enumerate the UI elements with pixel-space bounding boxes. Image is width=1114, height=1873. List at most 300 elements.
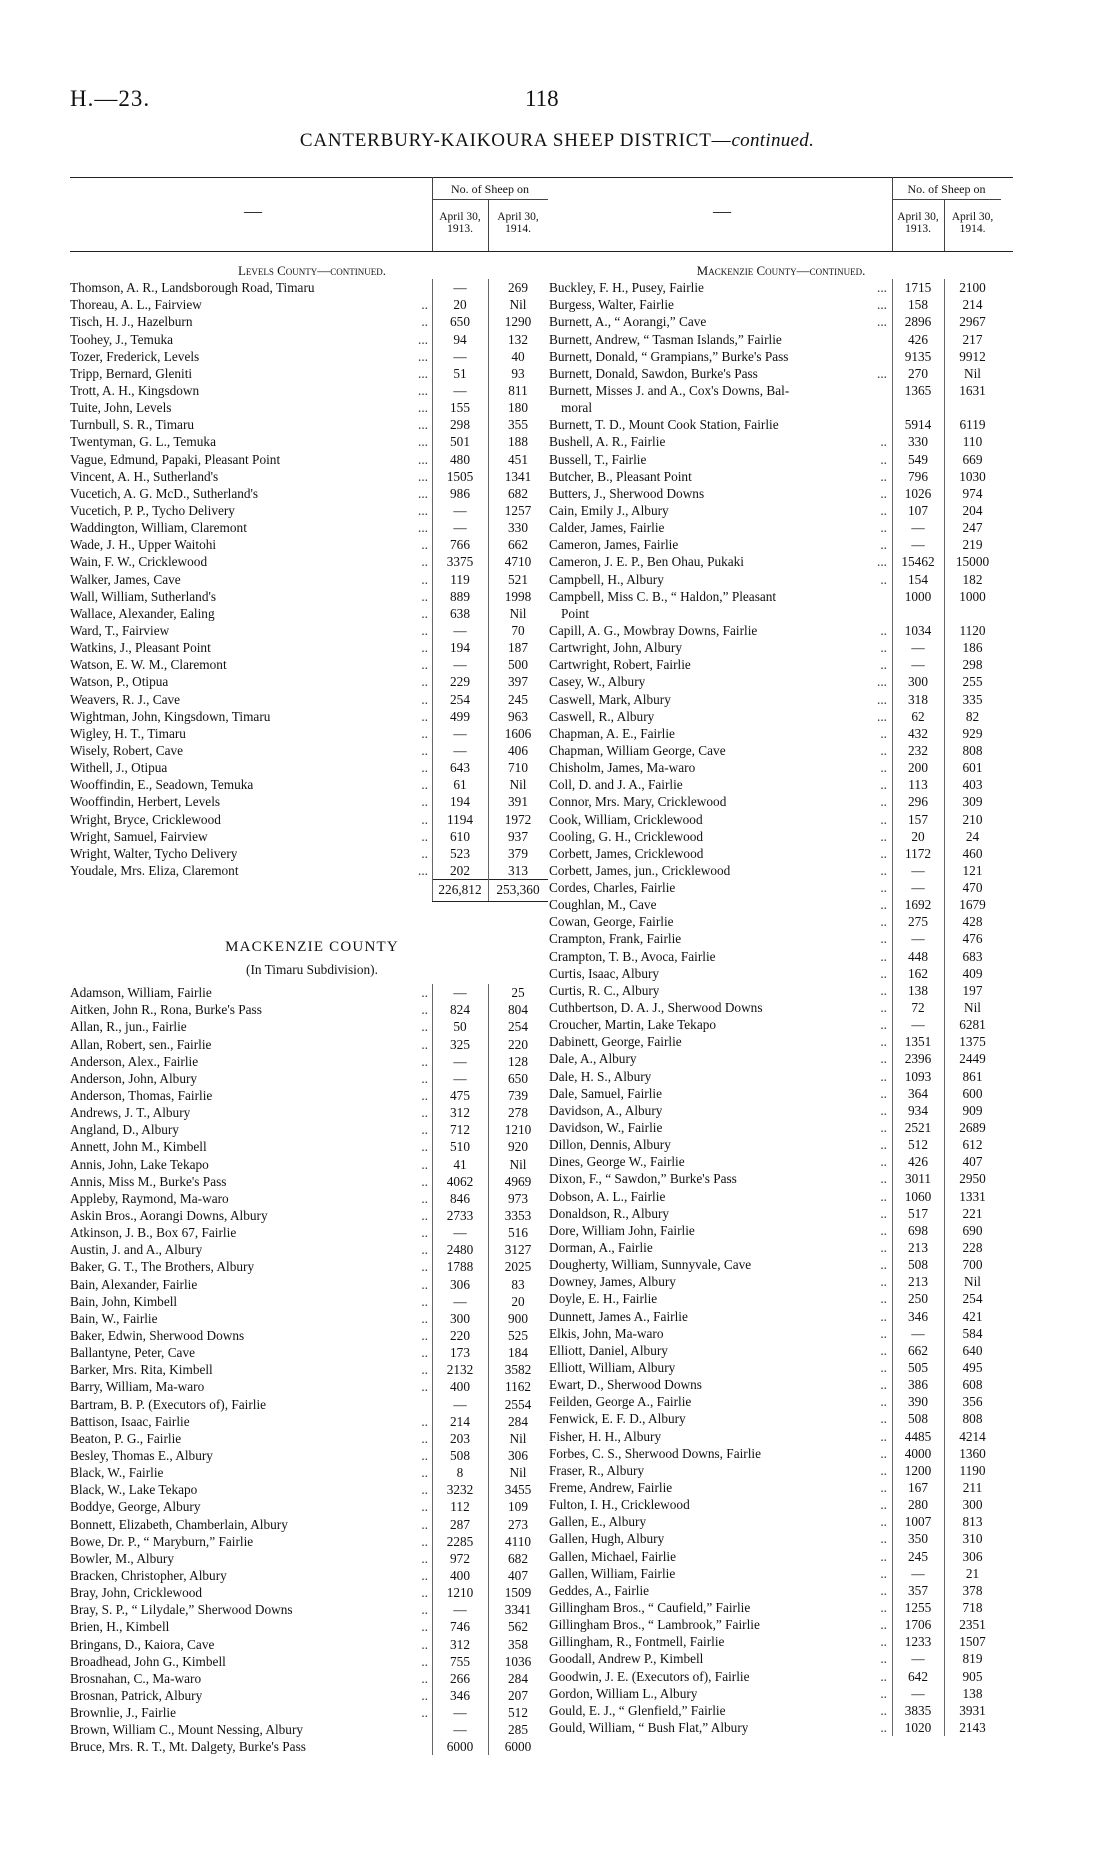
sheep-1914: 9912: [959, 348, 986, 364]
sheep-1913: 1255: [904, 1599, 932, 1615]
holder-name: Davidson, W., Fairlie: [549, 1120, 663, 1136]
holder-name: Campbell, H., Albury: [549, 571, 664, 587]
sheep-1914: 428: [962, 914, 983, 930]
leader-dots: ..: [880, 1514, 887, 1530]
leader-dots: ..: [880, 571, 887, 587]
header-group-rule: [892, 199, 1001, 200]
leader-dots: ..: [421, 1516, 428, 1532]
holder-name: Caswell, Mark, Albury: [549, 691, 671, 707]
column-divider: [488, 984, 489, 1755]
holder-name: Elliott, Daniel, Albury: [549, 1342, 668, 1358]
leader-dots: ..: [421, 777, 428, 793]
sheep-1914: 278: [508, 1105, 528, 1121]
sheep-1914: 403: [962, 777, 983, 793]
table-row: [70, 1396, 554, 1413]
sheep-1913: —: [453, 1705, 467, 1721]
sheep-1914: 600: [962, 1085, 983, 1101]
holder-name: Watson, P., Otipua: [70, 674, 169, 690]
sheep-1913: 2896: [904, 314, 932, 330]
holder-name: Capill, A. G., Mowbray Downs, Fairlie: [549, 622, 758, 638]
sheep-1913: 94: [453, 331, 467, 347]
sheep-1913: —: [911, 1651, 925, 1667]
sheep-1914: 3931: [959, 1702, 986, 1718]
sheep-1913: —: [453, 725, 467, 741]
holder-name: Askin Bros., Aorangi Downs, Albury: [70, 1208, 268, 1224]
table-row: [70, 639, 554, 656]
leader-dots: ..: [421, 537, 428, 553]
leader-dots: ..: [880, 1000, 887, 1016]
sheep-1914: 6281: [959, 1017, 986, 1033]
leader-dots: ..: [880, 1497, 887, 1513]
sheep-1913: 3011: [904, 1171, 932, 1187]
sheep-1914: 184: [508, 1345, 528, 1361]
leader-dots: ..: [880, 1325, 887, 1341]
holder-name: Trott, A. H., Kingsdown: [70, 382, 200, 398]
sheep-1914: 1998: [504, 588, 532, 604]
holder-name: Dorman, A., Fairlie: [549, 1240, 653, 1256]
holder-name: Turnbull, S. R., Timaru: [70, 417, 195, 433]
sheep-1914: 900: [508, 1310, 528, 1326]
sheep-1913: 318: [908, 691, 928, 707]
header-top-rule: [549, 177, 1013, 178]
sheep-1914: 612: [962, 1137, 983, 1153]
sheep-1914: 138: [962, 1685, 983, 1701]
leader-dots: ..: [421, 554, 428, 570]
total-1913: 226,812: [438, 882, 482, 898]
sheep-1913: —: [453, 1053, 467, 1069]
sheep-1914: 82: [965, 708, 980, 724]
holder-name: Cartwright, John, Albury: [549, 640, 682, 656]
sheep-1914: 407: [508, 1567, 528, 1583]
sheep-1913: 41: [453, 1156, 467, 1172]
leader-dots: ..: [421, 1705, 428, 1721]
sheep-1914: 1341: [504, 468, 532, 484]
leader-dots: ..: [421, 1276, 428, 1292]
leader-dots: ..: [880, 1240, 887, 1256]
leader-dots: ..: [421, 1002, 428, 1018]
sheep-1913: 138: [908, 982, 928, 998]
table-row: [70, 1618, 554, 1635]
header-blank-dash: —: [713, 201, 731, 221]
sheep-1913: 266: [450, 1670, 470, 1686]
sheep-1914: 808: [962, 1411, 983, 1427]
table-row: [70, 1601, 554, 1618]
holder-name: Dobson, A. L., Fairlie: [549, 1188, 666, 1204]
sheep-1913: —: [453, 1293, 467, 1309]
sheep-1914: Nil: [509, 605, 527, 621]
sheep-1913: 245: [908, 1548, 928, 1564]
holder-name: Anderson, Alex., Fairlie: [70, 1053, 199, 1069]
sheep-1913: 213: [908, 1240, 928, 1256]
sheep-1914: 1375: [959, 1034, 986, 1050]
sheep-1914: 525: [508, 1328, 528, 1344]
sheep-1914: 584: [962, 1325, 983, 1341]
holder-name: Walker, James, Cave: [70, 571, 181, 587]
sheep-1913: 1200: [904, 1462, 932, 1478]
table-row: [70, 1087, 554, 1104]
sheep-1913: 972: [450, 1550, 470, 1566]
sheep-1914: 3341: [504, 1602, 532, 1618]
leader-dots: ..: [880, 1411, 887, 1427]
sheep-1913: 1715: [904, 280, 932, 296]
sheep-1914: 718: [962, 1599, 983, 1615]
table-row: [70, 605, 554, 622]
sheep-1914: 1162: [504, 1379, 532, 1395]
holder-name: Wallace, Alexander, Ealing: [70, 605, 215, 621]
sheep-1914: 20: [511, 1293, 525, 1309]
sheep-1914: 309: [962, 794, 983, 810]
sheep-1913: 1233: [904, 1634, 932, 1650]
sheep-1914: 739: [508, 1088, 528, 1104]
sheep-1914: 662: [508, 537, 528, 553]
leader-dots: ..: [421, 1156, 428, 1172]
sheep-1914: 3353: [504, 1208, 532, 1224]
table-row: [70, 1344, 554, 1361]
sheep-1913: 113: [908, 777, 928, 793]
holder-name: Appleby, Raymond, Ma-waro: [70, 1190, 229, 1206]
leader-dots: ...: [418, 520, 428, 536]
sheep-1914: 2950: [959, 1171, 986, 1187]
leader-dots: ..: [421, 1362, 428, 1378]
sheep-1914: 682: [508, 485, 528, 501]
sheep-1913: 549: [908, 451, 928, 467]
table-row: [70, 845, 554, 862]
holder-name: Annett, John M., Kimbell: [70, 1139, 207, 1155]
leader-dots: ..: [880, 1222, 887, 1238]
sheep-1914: 273: [508, 1516, 528, 1532]
leader-dots: ..: [421, 622, 428, 638]
county-heading: Levels County—continued.: [237, 263, 387, 278]
sheep-1913: 2132: [446, 1362, 474, 1378]
sheep-1914: 214: [962, 297, 983, 313]
holder-name: moral: [561, 400, 593, 416]
holder-name: Allan, R., jun., Fairlie: [70, 1019, 187, 1035]
holder-name: Freme, Andrew, Fairlie: [549, 1479, 673, 1495]
table-row: [70, 1464, 554, 1481]
leader-dots: ..: [880, 434, 887, 450]
table-body: [70, 279, 554, 901]
holder-name: Toohey, J., Temuka: [70, 331, 174, 347]
sheep-1914: 562: [508, 1619, 528, 1635]
table-row: [70, 793, 554, 810]
sheep-1913: —: [911, 1565, 925, 1581]
leader-dots: ...: [418, 451, 428, 467]
table-row: [70, 1207, 554, 1224]
sheep-1913: 296: [908, 794, 928, 810]
sheep-1914: 409: [962, 965, 983, 981]
header-col-1913: April 30, 1913.: [439, 211, 481, 235]
table-row: [70, 862, 554, 879]
sheep-1914: 813: [962, 1514, 983, 1530]
sheep-1914: Nil: [964, 365, 981, 381]
leader-dots: ..: [880, 897, 887, 913]
sheep-1914: Nil: [509, 1465, 527, 1481]
holder-name: Donaldson, R., Albury: [549, 1205, 670, 1221]
table-row: [70, 1653, 554, 1670]
sheep-1913: 62: [911, 708, 925, 724]
leader-dots: ...: [418, 502, 428, 518]
leader-dots: ..: [421, 828, 428, 844]
sheep-1913: 312: [450, 1105, 470, 1121]
sheep-1913: 157: [908, 811, 928, 827]
sheep-1914: 406: [508, 742, 528, 758]
holder-name: Wain, F. W., Cricklewood: [70, 554, 208, 570]
table-row: [70, 1533, 554, 1550]
table-row: [70, 1361, 554, 1378]
sheep-1914: 3127: [504, 1242, 532, 1258]
leader-dots: ...: [877, 554, 887, 570]
header-top-rule: [70, 177, 554, 178]
leader-dots: ..: [880, 451, 887, 467]
leader-dots: ..: [880, 1582, 887, 1598]
leader-dots: ..: [421, 640, 428, 656]
holder-name: Bussell, T., Fairlie: [549, 451, 647, 467]
table-row: [70, 313, 554, 330]
holder-name: Goodall, Andrew P., Kimbell: [549, 1651, 704, 1667]
holder-name: Gillingham Bros., “ Caufield,” Fairlie: [549, 1599, 751, 1615]
sheep-1914: 300: [962, 1497, 983, 1513]
holder-name: Bruce, Mrs. R. T., Mt. Dalgety, Burke's Pass: [70, 1739, 306, 1755]
holder-name: Ward, T., Fairview: [70, 622, 170, 638]
table-row: [70, 742, 554, 759]
sheep-1914: 1036: [504, 1653, 532, 1669]
sheep-1914: 500: [508, 657, 528, 673]
leader-dots: ...: [418, 382, 428, 398]
sheep-1914: 974: [962, 485, 983, 501]
holder-name: Wightman, John, Kingsdown, Timaru: [70, 708, 271, 724]
table-row: [70, 571, 554, 588]
table-row: [70, 1190, 554, 1207]
sheep-1913: 194: [450, 794, 470, 810]
sheep-1914: 306: [508, 1448, 528, 1463]
holder-name: Black, W., Fairlie: [70, 1465, 164, 1481]
sheep-1914: 285: [508, 1722, 528, 1738]
leader-dots: ..: [421, 1653, 428, 1669]
sheep-1913: 1026: [904, 485, 932, 501]
leader-dots: ..: [421, 1465, 428, 1481]
holder-name: Chapman, A. E., Fairlie: [549, 725, 675, 741]
sheep-1913: 480: [450, 451, 470, 467]
sheep-1914: 70: [511, 622, 525, 638]
sheep-1913: 300: [450, 1310, 470, 1326]
sheep-1914: 391: [508, 794, 528, 810]
leader-dots: ..: [880, 1102, 887, 1118]
holder-name: Butters, J., Sherwood Downs: [549, 485, 705, 501]
holder-name: Cartwright, Robert, Fairlie: [549, 657, 691, 673]
sheep-1913: —: [453, 348, 467, 364]
leader-dots: ..: [421, 1619, 428, 1635]
sheep-1914: 521: [508, 571, 528, 587]
sheep-1913: 650: [450, 314, 470, 330]
leader-dots: ..: [421, 605, 428, 621]
sheep-1914: 254: [962, 1291, 983, 1307]
leader-dots: ...: [418, 862, 428, 878]
leader-dots: ..: [421, 1585, 428, 1601]
sheep-1913: 1210: [446, 1585, 474, 1601]
sheep-1914: 128: [508, 1053, 528, 1069]
sheep-1913: 51: [453, 365, 467, 381]
sheep-1914: 356: [962, 1394, 983, 1410]
sheep-1913: 1706: [904, 1617, 932, 1633]
table-row: [70, 502, 554, 519]
table-row: [70, 691, 554, 708]
holder-name: Gillingham, R., Fontmell, Fairlie: [549, 1634, 725, 1650]
holder-name: Elliott, William, Albury: [549, 1360, 676, 1375]
holder-name: Burnett, Andrew, “ Tasman Islands,” Fairlie: [549, 331, 782, 347]
sheep-1913: 232: [908, 742, 928, 758]
sheep-1914: Nil: [964, 1274, 981, 1290]
leader-dots: ..: [421, 1122, 428, 1138]
holder-name: Geddes, A., Fairlie: [549, 1582, 650, 1598]
sheep-1913: 2480: [446, 1242, 474, 1258]
leader-dots: ..: [880, 468, 887, 484]
sheep-1914: 4110: [504, 1533, 532, 1549]
table-row: [70, 1413, 554, 1430]
sheep-1913: 350: [908, 1531, 928, 1547]
sheep-1914: 1679: [959, 897, 986, 913]
sheep-1913: 2396: [904, 1051, 932, 1067]
leader-dots: ..: [421, 1379, 428, 1395]
leader-dots: ..: [421, 1293, 428, 1309]
leader-dots: ...: [418, 468, 428, 484]
leader-dots: ..: [421, 1310, 428, 1326]
leader-dots: ..: [880, 742, 887, 758]
leader-dots: ..: [880, 1205, 887, 1221]
table-row: [70, 1293, 554, 1310]
holder-name: Corbett, James, Cricklewood: [549, 845, 704, 861]
sheep-1914: 335: [962, 691, 983, 707]
header-divider: [488, 199, 489, 252]
sheep-1914: 1509: [504, 1585, 532, 1601]
sheep-1913: 934: [908, 1102, 928, 1118]
table-row: [70, 1584, 554, 1601]
sheep-1913: —: [911, 520, 925, 536]
sheep-1913: 642: [908, 1668, 928, 1684]
sheep-1913: 846: [450, 1190, 470, 1206]
sheep-1914: 93: [511, 365, 525, 381]
holder-name: Annis, Miss M., Burke's Pass: [70, 1173, 227, 1189]
holder-name: Broadhead, John G., Kimbell: [70, 1653, 226, 1669]
sheep-1914: 973: [508, 1190, 528, 1206]
table-row: [70, 811, 554, 828]
holder-name: Ewart, D., Sherwood Downs: [549, 1377, 702, 1393]
sheep-1914: 669: [962, 451, 983, 467]
holder-name: Casey, W., Albury: [549, 674, 646, 690]
section-subheading: (In Timaru Subdivision).: [246, 962, 378, 978]
holder-name: Wisely, Robert, Cave: [70, 742, 184, 758]
holder-name: Forbes, C. S., Sherwood Downs, Fairlie: [549, 1445, 762, 1461]
leader-dots: ..: [421, 760, 428, 776]
leader-dots: ..: [421, 725, 428, 741]
sheep-1913: 173: [450, 1345, 470, 1361]
leader-dots: ..: [880, 1531, 887, 1547]
sheep-1914: 379: [508, 845, 528, 861]
sheep-1914: 228: [962, 1240, 983, 1256]
sheep-1913: 662: [908, 1342, 928, 1358]
sheep-1914: 929: [962, 725, 983, 741]
leader-dots: ..: [421, 1345, 428, 1361]
sheep-1913: —: [911, 862, 925, 878]
table-row: [70, 1104, 554, 1121]
sheep-1914: 355: [508, 417, 528, 433]
leader-dots: ..: [421, 674, 428, 690]
table-row: [70, 759, 554, 776]
leader-dots: ..: [880, 862, 887, 878]
leader-dots: ..: [880, 1188, 887, 1204]
header-group-label: No. of Sheep on: [451, 182, 529, 196]
leader-dots: ..: [421, 742, 428, 758]
sheep-1913: 499: [450, 708, 470, 724]
page-number: 118: [525, 86, 559, 111]
holder-name: Fenwick, E. F. D., Albury: [549, 1411, 686, 1427]
sheep-1913: 766: [450, 537, 470, 553]
sheep-1913: 523: [450, 845, 470, 861]
holder-name: Bonnett, Elizabeth, Chamberlain, Albury: [70, 1516, 288, 1532]
holder-name: Youdale, Mrs. Eliza, Claremont: [70, 862, 239, 878]
sheep-1914: 187: [508, 640, 528, 656]
leader-dots: ..: [421, 1550, 428, 1566]
sheep-1914: 269: [508, 280, 528, 296]
sheep-1914: 186: [962, 640, 983, 656]
leader-dots: ...: [877, 297, 887, 313]
leader-dots: ..: [880, 1685, 887, 1701]
sheep-1914: 220: [508, 1036, 528, 1052]
holder-name: Elkis, John, Ma-waro: [549, 1325, 664, 1341]
leader-dots: ..: [880, 760, 887, 776]
leader-dots: ...: [418, 417, 428, 433]
table-row: [70, 1481, 554, 1498]
leader-dots: ...: [418, 348, 428, 364]
sheep-1914: 470: [962, 880, 983, 896]
spacer: [70, 901, 554, 939]
sheep-1913: —: [453, 622, 467, 638]
leader-dots: ...: [418, 485, 428, 501]
sheep-1914: 2100: [959, 280, 986, 296]
sheep-1914: 219: [962, 537, 983, 553]
holder-name: Wooffindin, E., Seadown, Temuka: [70, 777, 254, 793]
leader-dots: ..: [421, 1242, 428, 1258]
holder-name: Vague, Edmund, Papaki, Pleasant Point: [70, 451, 281, 467]
holder-name: Dabinett, George, Fairlie: [549, 1034, 682, 1050]
sheep-1914: 210: [962, 811, 983, 827]
page-title: [0, 130, 1114, 152]
holder-name: Austin, J. and A., Albury: [70, 1242, 203, 1258]
column-divider: [944, 279, 945, 1736]
sheep-1914: 110: [962, 434, 983, 450]
sheep-1914: 2967: [959, 314, 986, 330]
holder-name: Brownlie, J., Fairlie: [70, 1705, 176, 1721]
holder-name: Tripp, Bernard, Gleniti: [70, 365, 193, 381]
holder-name: Waddington, William, Claremont: [70, 520, 247, 536]
sheep-1913: 119: [450, 571, 470, 587]
leader-dots: ..: [880, 1257, 887, 1273]
sheep-1913: 214: [450, 1413, 470, 1429]
sheep-1913: 643: [450, 760, 470, 776]
sheep-1914: 2449: [959, 1051, 986, 1067]
holder-name: Crampton, Frank, Fairlie: [549, 931, 682, 947]
sheep-1914: 298: [962, 657, 983, 673]
holder-name: Dale, Samuel, Fairlie: [549, 1085, 662, 1101]
leader-dots: ..: [421, 1139, 428, 1155]
sheep-1914: 460: [962, 845, 983, 861]
sheep-1914: 650: [508, 1070, 528, 1086]
table-row: [70, 1001, 554, 1018]
holder-name: Watson, E. W. M., Claremont: [70, 657, 227, 673]
sheep-1913: 400: [450, 1379, 470, 1395]
leader-dots: ..: [421, 1567, 428, 1583]
sheep-1914: 1030: [959, 468, 986, 484]
sheep-1914: 1000: [959, 588, 986, 604]
